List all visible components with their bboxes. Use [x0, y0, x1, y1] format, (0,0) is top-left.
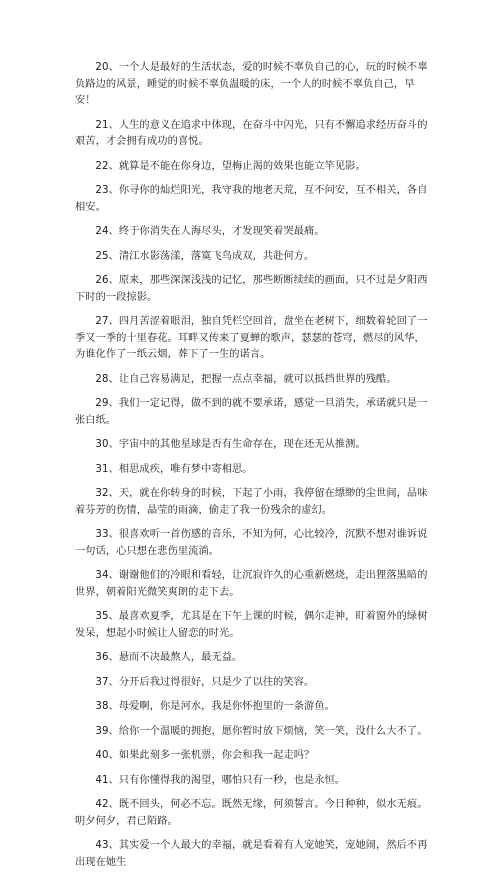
paragraph-text: 如果此刻多一张机票，你会和我一起走吗？ [118, 750, 315, 761]
paragraph-number: 27 [95, 316, 109, 327]
paragraph-number-separator: 、 [108, 373, 119, 385]
paragraph-number-separator: 、 [108, 840, 119, 851]
paragraph-number-separator: 、 [108, 611, 119, 622]
paragraph-text: 很喜欢听一首伤感的音乐，不知为何，心比较冷，沉默不想对谁诉说一句话，心只想在悲伤里流淌。 [75, 529, 428, 557]
paragraph-number-separator: 、 [108, 799, 119, 810]
numbered-paragraph [75, 748, 435, 765]
paragraph-number-separator: 、 [108, 275, 119, 286]
paragraph-text: 只有你懂得我的渴望，哪怕只有一秒，也是永恒。 [118, 774, 346, 786]
paragraph-text: 原来，那些深深浅浅的记忆，那些断断续续的画面，只不过是夕阳西下时的一段掠影。 [75, 275, 428, 303]
paragraph-number-separator: 、 [108, 250, 119, 262]
paragraph-number: 20 [95, 62, 109, 73]
paragraph-number: 26 [95, 275, 109, 286]
numbered-paragraph [75, 527, 435, 560]
paragraph-text: 清江水影荡漾，落寞飞鸟成双，共赴何方。 [118, 250, 315, 262]
paragraph-number-separator: 、 [108, 676, 119, 688]
numbered-paragraph [75, 650, 435, 667]
numbered-paragraph [75, 437, 435, 454]
numbered-paragraph [75, 159, 435, 176]
paragraph-number: 38 [95, 701, 109, 712]
paragraph-text: 我们一定记得，做不到的就不要承诺，感觉一旦消失，承诺就只是一张白纸。 [75, 398, 428, 426]
numbered-paragraph [75, 724, 435, 741]
numbered-paragraph [75, 699, 435, 716]
paragraph-text: 让自己容易满足，把握一点点幸福，就可以抵挡世界的残酷。 [118, 373, 397, 385]
paragraph-text: 终于你消失在人海尽头，才发现笑着哭最痛。 [118, 226, 325, 237]
paragraph-number-separator: 、 [108, 185, 119, 196]
numbered-paragraph [75, 60, 435, 110]
paragraph-number: 31 [95, 463, 109, 475]
paragraph-number: 23 [95, 185, 109, 196]
numbered-paragraph [75, 609, 435, 642]
paragraph-number: 29 [95, 398, 109, 409]
paragraph-text: 分开后我过得很好，只是少了以往的笑容。 [118, 676, 315, 688]
numbered-paragraph [75, 372, 435, 389]
paragraph-number-separator: 、 [108, 774, 119, 786]
paragraph-number: 37 [95, 676, 109, 688]
paragraph-number-separator: 、 [108, 316, 119, 327]
paragraph-number: 41 [95, 774, 109, 786]
paragraph-number: 30 [95, 439, 109, 450]
numbered-paragraph [75, 314, 435, 364]
paragraph-text: 一个人是最好的生活状态，爱的时候不辜负自己的心，玩的时候不辜负路边的风景，睡觉的时候不辜负温暖的床，一个人的时候不辜负自己，早安！ [75, 62, 428, 106]
paragraph-text: 其实爱一个人最大的幸福，就是看着有人宠她笑，宠她闹，然后不再出现在她生 [75, 840, 428, 868]
paragraph-number: 43 [95, 840, 109, 851]
paragraph-number-separator: 、 [108, 529, 119, 540]
paragraph-number-separator: 、 [108, 725, 119, 737]
paragraph-text: 谢谢他们的冷眼和看轻，让沉寂许久的心重新燃烧，走出狸落黑暗的世界，朝着阳光微笑爽朗的走下去。 [75, 570, 428, 598]
paragraph-number-separator: 、 [108, 62, 119, 73]
numbered-paragraph [75, 183, 435, 216]
paragraph-number: 33 [95, 529, 109, 540]
paragraph-number: 25 [95, 250, 109, 262]
paragraph-number-separator: 、 [108, 701, 119, 712]
numbered-paragraph [75, 273, 435, 306]
paragraph-text: 悬而不决最熬人，最无益。 [118, 652, 243, 663]
paragraph-text: 最喜欢夏季，尤其是在下午上课的时候，偶尔走神，盯着窗外的绿树发呆，想起小时候让人留恋的时光。 [75, 611, 428, 639]
paragraph-number-separator: 、 [108, 398, 119, 409]
document-body [75, 60, 435, 879]
paragraph-number-separator: 、 [108, 160, 119, 172]
paragraph-text: 既不回头，何必不忘。既然无缘，何须誓言。今日种种，似水无痕。明夕何夕，君已陌路。 [75, 799, 428, 827]
paragraph-number: 35 [95, 611, 109, 622]
paragraph-number: 28 [95, 373, 109, 385]
numbered-paragraph [75, 486, 435, 519]
paragraph-number-separator: 、 [108, 439, 119, 450]
numbered-paragraph [75, 675, 435, 692]
paragraph-number-separator: 、 [108, 488, 119, 499]
paragraph-number-separator: 、 [108, 463, 119, 475]
paragraph-text: 就算是不能在你身边，望梅止渴的效果也能立竿见影。 [118, 160, 366, 172]
paragraph-number-separator: 、 [108, 570, 119, 581]
paragraph-text: 母爱啊，你是河水，我是你怀抱里的一条游鱼。 [118, 701, 335, 712]
paragraph-text: 四月苦涩着眼泪，独自凭栏空回首，盘坐在老树下，细数着轮回了一季又一季的十里春花。耳畔又传来了夏蝉的歌声，瑟瑟的苍穹，燃尽的风华，为谁化作了一纸云烟，葬下了一生的诺言。 [75, 316, 428, 360]
numbered-paragraph [75, 249, 435, 266]
paragraph-text: 宇宙中的其他星球是否有生命存在，现在还无从推测。 [118, 439, 366, 450]
numbered-paragraph [75, 462, 435, 479]
numbered-paragraph [75, 838, 435, 871]
paragraph-number-separator: 、 [108, 750, 119, 761]
paragraph-number-separator: 、 [108, 652, 119, 663]
paragraph-number: 22 [95, 160, 109, 172]
paragraph-number: 32 [95, 488, 109, 499]
numbered-paragraph [75, 396, 435, 429]
paragraph-text: 人生的意义在追求中体现，在奋斗中闪光，只有不懈追求经历奋斗的艰苦，才会拥有成功的喜悦。 [75, 119, 428, 147]
paragraph-number: 40 [95, 750, 109, 761]
paragraph-number: 42 [95, 799, 109, 810]
paragraph-number: 34 [95, 570, 109, 581]
numbered-paragraph [75, 773, 435, 790]
paragraph-number: 21 [95, 119, 109, 131]
numbered-paragraph [75, 118, 435, 151]
numbered-paragraph [75, 224, 435, 241]
paragraph-number-separator: 、 [108, 226, 119, 237]
paragraph-number: 39 [95, 725, 109, 737]
paragraph-number: 24 [95, 226, 109, 237]
paragraph-text: 天，就在你转身的时候，下起了小雨，我停留在缥缈的尘世间，品味着芬芳的伤情，晶莹的雨滴，偷走了我一份残余的虚幻。 [75, 488, 428, 516]
paragraph-number: 36 [95, 652, 109, 663]
numbered-paragraph [75, 568, 435, 601]
paragraph-text: 你寻你的灿烂阳光，我守我的地老天荒，互不问安，互不相关，各自相安。 [75, 185, 428, 213]
paragraph-text: 给你一个温暖的拥抱，愿你暂时放下烦恼，笑一笑，没什么大不了。 [118, 725, 428, 737]
paragraph-text: 相思成疾，唯有梦中寄相思。 [118, 463, 253, 475]
numbered-paragraph [75, 797, 435, 830]
paragraph-number-separator: 、 [108, 119, 119, 131]
